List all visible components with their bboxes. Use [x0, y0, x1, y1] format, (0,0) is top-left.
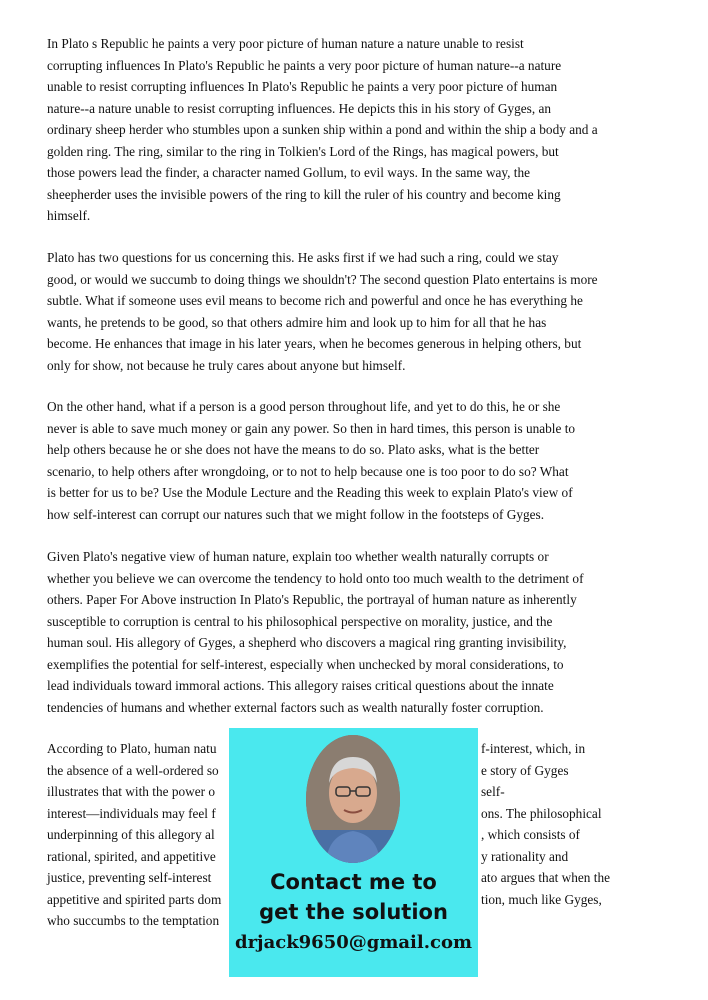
text-line: others. Paper For Above instruction In Plato's Republic, the portrayal of human nature as inherently	[47, 592, 577, 607]
text-line: only for show, not because he truly cares about anyone but himself.	[47, 357, 406, 373]
text-line: golden ring. The ring, similar to the ring in Tolkien's Lord of the Rings, has magical powers, but	[47, 143, 559, 159]
text-line: y rationality and	[481, 848, 569, 864]
text-line: illustrates that with the power o	[47, 784, 216, 799]
text-line: Plato has two questions for us concerning this. He asks first if we had such a ring, could we stay	[47, 250, 559, 265]
text-line: the absence of a well-ordered so	[47, 762, 219, 778]
text-line: ato argues that when the	[481, 870, 610, 885]
text-line: self-	[481, 784, 505, 799]
ad-headline-line1: Contact me to	[270, 870, 437, 894]
text-line: e story of Gyges	[481, 762, 569, 778]
text-line: is better for us to be? Use the Module Lecture and the Reading this week to explain Plato's view of	[47, 485, 573, 500]
text-line: corrupting influences In Plato's Republic he paints a very poor picture of human nature--a nature	[47, 57, 562, 73]
avatar	[306, 735, 400, 863]
text-line: who succumbs to the temptation	[47, 913, 220, 928]
text-line: how self-interest can corrupt our natures such that we might follow in the footsteps of Gyges.	[47, 506, 545, 522]
text-line: lead individuals toward immoral actions. This allegory raises critical questions about the innate	[47, 678, 554, 693]
text-line: interest—individuals may feel f	[47, 805, 216, 821]
text-line: tion, much like Gyges,	[481, 891, 602, 907]
text-line: himself.	[47, 208, 91, 223]
text-line: underpinning of this allegory al	[47, 827, 215, 842]
text-line: exemplifies the potential for self-interest, especially when unchecked by moral considerations, to	[47, 656, 564, 672]
text-line: subtle. What if someone uses evil means to become rich and powerful and once he has everything he	[47, 293, 583, 308]
text-line: rational, spirited, and appetitive	[47, 848, 216, 864]
text-line: On the other hand, what if a person is a good person throughout life, and yet to do this, he or she	[47, 399, 561, 414]
text-line: appetitive and spirited parts dom	[47, 891, 222, 907]
text-line: scenario, to help others after wrongdoing, or to not to help because one is too poor to do so? What	[47, 463, 569, 479]
contact-ad-banner[interactable]	[229, 728, 478, 977]
text-line: ons. The philosophical	[481, 805, 602, 821]
text-line: nature--a nature unable to resist corrupting influences. He depicts this in his story of Gyges, an	[47, 100, 552, 116]
text-line: f-interest, which, in	[481, 741, 586, 756]
text-line: tendencies of humans and whether external factors such as wealth naturally foster corruption.	[47, 699, 544, 715]
ad-headline-line2: get the solution	[259, 900, 448, 924]
text-line: unable to resist corrupting influences In Plato's Republic he paints a very poor picture of human	[47, 79, 558, 94]
text-line: whether you believe we can overcome the tendency to hold onto too much wealth to the detriment of	[47, 570, 584, 586]
text-line: wants, he pretends to be good, so that others admire him and look up to him for all that he has	[47, 314, 547, 330]
text-line: Given Plato's negative view of human nature, explain too whether wealth naturally corrupts or	[47, 549, 549, 564]
text-line: help others because he or she does not have the means to do so. Plato asks, what is the better	[47, 442, 540, 457]
text-line: sheepherder uses the invisible powers of the ring to kill the ruler of his country and become king	[47, 186, 561, 202]
text-line: good, or would we succumb to doing things we shouldn't? The second question Plato entertains is more	[47, 271, 598, 287]
text-line: ordinary sheep herder who stumbles upon a sunken ship within a pond and within the ship a body and a	[47, 122, 598, 137]
text-line: justice, preventing self-interest	[47, 870, 212, 885]
text-line: , which consists of	[481, 827, 580, 842]
text-line: human soul. His allegory of Gyges, a shepherd who discovers a magical ring granting invisibility,	[47, 635, 567, 650]
text-line: susceptible to corruption is central to his philosophical perspective on morality, justice, and the	[47, 613, 553, 629]
text-line: In Plato s Republic he paints a very poor picture of human nature a nature unable to resist	[47, 36, 524, 51]
text-line: According to Plato, human natu	[47, 741, 217, 756]
text-line: those powers lead the finder, a character named Gollum, to evil ways. In the same way, the	[47, 165, 531, 180]
contact-email-link[interactable]: drjack9650@gmail.com	[234, 932, 473, 953]
text-line: never is able to save much money or gain any power. So then in hard times, this person is unable to	[47, 420, 576, 436]
text-line: become. He enhances that image in his later years, when he becomes generous in helping others, but	[47, 336, 582, 351]
